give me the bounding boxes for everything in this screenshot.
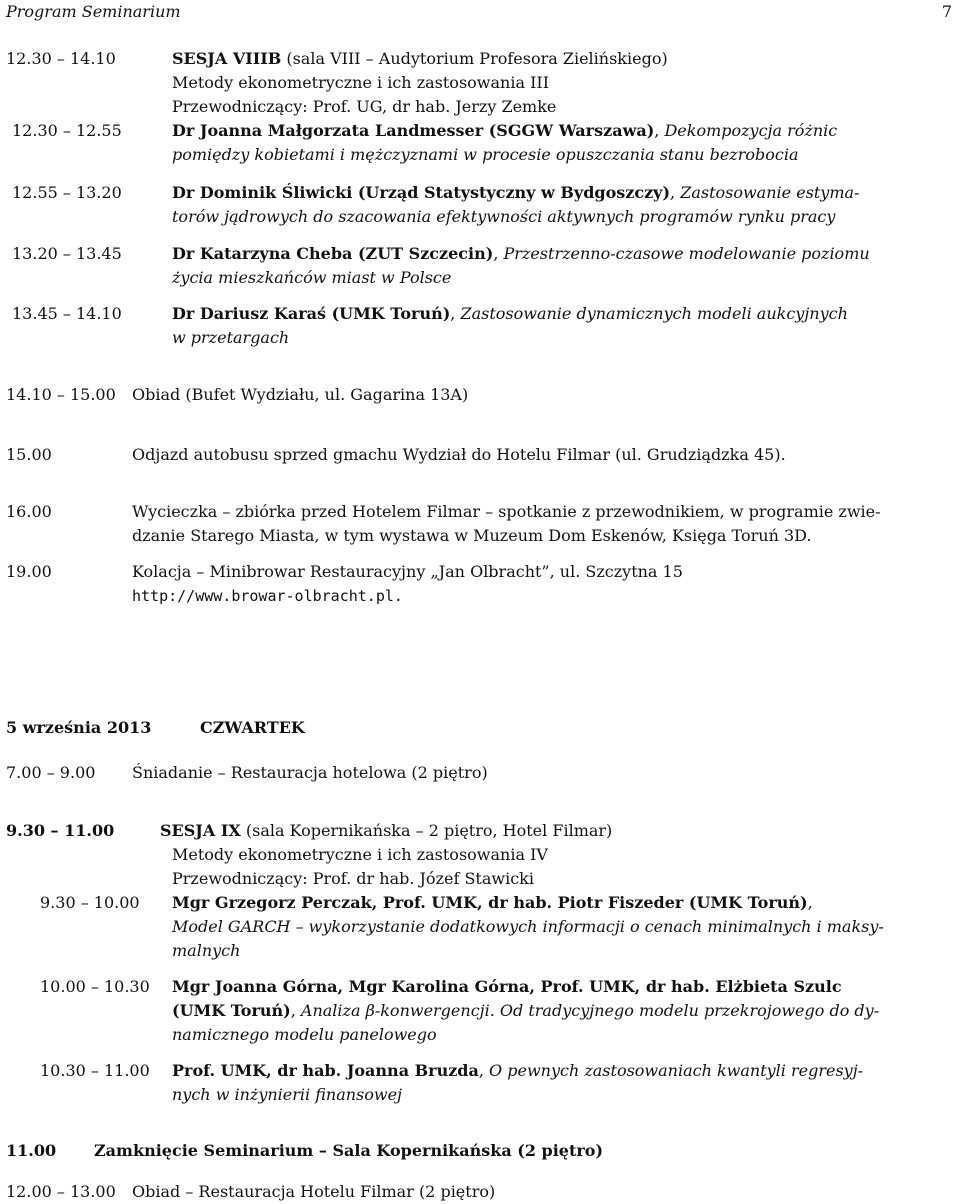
closing-text: Zamknięcie Seminarium – Sala Kopernikańska (2 piętro) — [94, 1141, 604, 1160]
talk-speaker: Dr Dariusz Karaś (UMK Toruń) — [172, 304, 451, 323]
event-text: Obiad – Restauracja Hotelu Filmar (2 piętro) — [132, 1182, 496, 1201]
event-text: Odjazd autobusu sprzed gmachu Wydział do Hotelu Filmar (ul. Grudziądzka 45). — [132, 445, 786, 464]
running-title: Program Seminarium — [6, 2, 181, 21]
talk-line: Dr Katarzyna Cheba (ZUT Szczecin), Przestrzenno-czasowe modelowanie poziomu — [172, 244, 870, 263]
talk-title: Analiza β-konwergencji. Od tradycyjnego modelu przekrojowego do dy- — [300, 1001, 880, 1020]
event-text-cont: dzanie Starego Miasta, w tym wystawa w Muzeum Dom Eskenów, Księga Toruń 3D. — [132, 526, 812, 545]
session-viiib-chair: Przewodniczący: Prof. UG, dr hab. Jerzy Zemke — [172, 97, 557, 116]
closing-time: 11.00 — [6, 1141, 57, 1160]
talk-time: 10.00 – 10.30 — [40, 977, 150, 996]
talk-speaker: Dr Dominik Śliwicki (Urząd Statystyczny w Bydgoszczy) — [172, 183, 671, 202]
talk-title-cont: namicznego modelu panelowego — [172, 1025, 437, 1044]
talk-speaker: Dr Joanna Małgorzata Landmesser (SGGW Warszawa) — [172, 121, 655, 140]
session-ix-name: SESJA IX — [160, 821, 241, 840]
talk-time: 10.30 – 11.00 — [40, 1061, 150, 1080]
talk-title: Zastosowanie estyma- — [680, 183, 860, 202]
talk-affiliation: (UMK Toruń) — [172, 1001, 291, 1020]
talk-title: Dekompozycja różnic — [664, 121, 838, 140]
session-viiib-room: (sala VIII – Audytorium Profesora Zielińskiego) — [286, 49, 668, 68]
talk-title: O pewnych zastosowaniach kwantyli regresyj- — [489, 1061, 864, 1080]
session-viiib-heading — [172, 47, 668, 71]
event-text: Kolacja – Minibrowar Restauracyjny „Jan Olbracht”, ul. Szczytna 15 — [132, 562, 683, 581]
event-time: 16.00 — [6, 502, 52, 521]
talk-title: Zastosowanie dynamicznych modeli aukcyjnych — [460, 304, 848, 323]
talk-line: Dr Dariusz Karaś (UMK Toruń), Zastosowanie dynamicznych modeli aukcyjnych — [172, 304, 848, 323]
session-viiib-name: SESJA VIIIB — [172, 49, 282, 68]
talk-speaker: Prof. UMK, dr hab. Joanna Bruzda — [172, 1061, 479, 1080]
talk-line: Mgr Grzegorz Perczak, Prof. UMK, dr hab. Piotr Fiszeder (UMK Toruń), — [172, 893, 813, 912]
talk-title-cont: nych w inżynierii finansowej — [172, 1085, 403, 1104]
event-text: Wycieczka – zbiórka przed Hotelem Filmar – spotkanie z przewodnikiem, w programie zwie- — [132, 502, 881, 521]
talk-title-cont: pomiędzy kobietami i mężczyznami w procesie opuszczania stanu bezrobocia — [172, 145, 799, 164]
talk-time: 12.55 – 13.20 — [12, 183, 122, 202]
session-ix-room: (sala Kopernikańska – 2 piętro, Hotel Filmar) — [245, 821, 613, 840]
session-ix-heading — [160, 819, 612, 843]
event-time: 14.10 – 15.00 — [6, 385, 116, 404]
session-ix-chair: Przewodniczący: Prof. dr hab. Józef Stawicki — [172, 869, 534, 888]
talk-speaker: Mgr Grzegorz Perczak, Prof. UMK, dr hab. Piotr Fiszeder (UMK Toruń) — [172, 893, 808, 912]
talk-speaker: Mgr Joanna Górna, Mgr Karolina Górna, Prof. UMK, dr hab. Elżbieta Szulc — [172, 977, 842, 996]
event-time: 19.00 — [6, 562, 52, 581]
talk-line: Dr Joanna Małgorzata Landmesser (SGGW Warszawa), Dekompozycja różnic — [172, 121, 838, 140]
talk-time: 13.20 – 13.45 — [12, 244, 122, 263]
page-number: 7 — [941, 2, 952, 21]
talk-speaker: Dr Katarzyna Cheba (ZUT Szczecin) — [172, 244, 494, 263]
talk-line: (UMK Toruń), Analiza β-konwergencji. Od tradycyjnego modelu przekrojowego do dy- — [172, 1001, 880, 1020]
event-time: 12.00 – 13.00 — [6, 1182, 116, 1201]
day-date: 5 września 2013 — [6, 718, 152, 737]
talk-title-cont: torów jądrowych do szacowania efektywności aktywnych programów rynku pracy — [172, 207, 836, 226]
event-text: Śniadanie – Restauracja hotelowa (2 piętro) — [132, 763, 488, 782]
event-time: 7.00 – 9.00 — [6, 763, 96, 782]
talk-time: 9.30 – 10.00 — [40, 893, 140, 912]
session-viiib-time: 12.30 – 14.10 — [6, 49, 116, 68]
talk-line: Prof. UMK, dr hab. Joanna Bruzda, O pewnych zastosowaniach kwantyli regresyj- — [172, 1061, 864, 1080]
talk-title-cont: życia mieszkańców miast w Polsce — [172, 268, 452, 287]
event-time: 15.00 — [6, 445, 52, 464]
session-ix-topic: Metody ekonometryczne i ich zastosowania IV — [172, 845, 548, 864]
talk-title-cont: w przetargach — [172, 328, 290, 347]
talk-title: Model GARCH – wykorzystanie dodatkowych informacji o cenach minimalnych i maksy- — [172, 917, 884, 936]
talk-line: Dr Dominik Śliwicki (Urząd Statystyczny w Bydgoszczy), Zastosowanie estyma- — [172, 183, 860, 202]
talk-title: Przestrzenno-czasowe modelowanie poziomu — [503, 244, 870, 263]
talk-time: 12.30 – 12.55 — [12, 121, 122, 140]
talk-time: 13.45 – 14.10 — [12, 304, 122, 323]
page-header — [6, 0, 952, 26]
session-viiib-topic: Metody ekonometryczne i ich zastosowania III — [172, 73, 550, 92]
restaurant-url-link[interactable]: http://www.browar-olbracht.pl. — [132, 587, 403, 605]
event-text: Obiad (Bufet Wydziału, ul. Gagarina 13A) — [132, 385, 469, 404]
day-weekday: CZWARTEK — [200, 718, 305, 737]
talk-title-cont: malnych — [172, 941, 241, 960]
session-ix-time: 9.30 – 11.00 — [6, 821, 115, 840]
